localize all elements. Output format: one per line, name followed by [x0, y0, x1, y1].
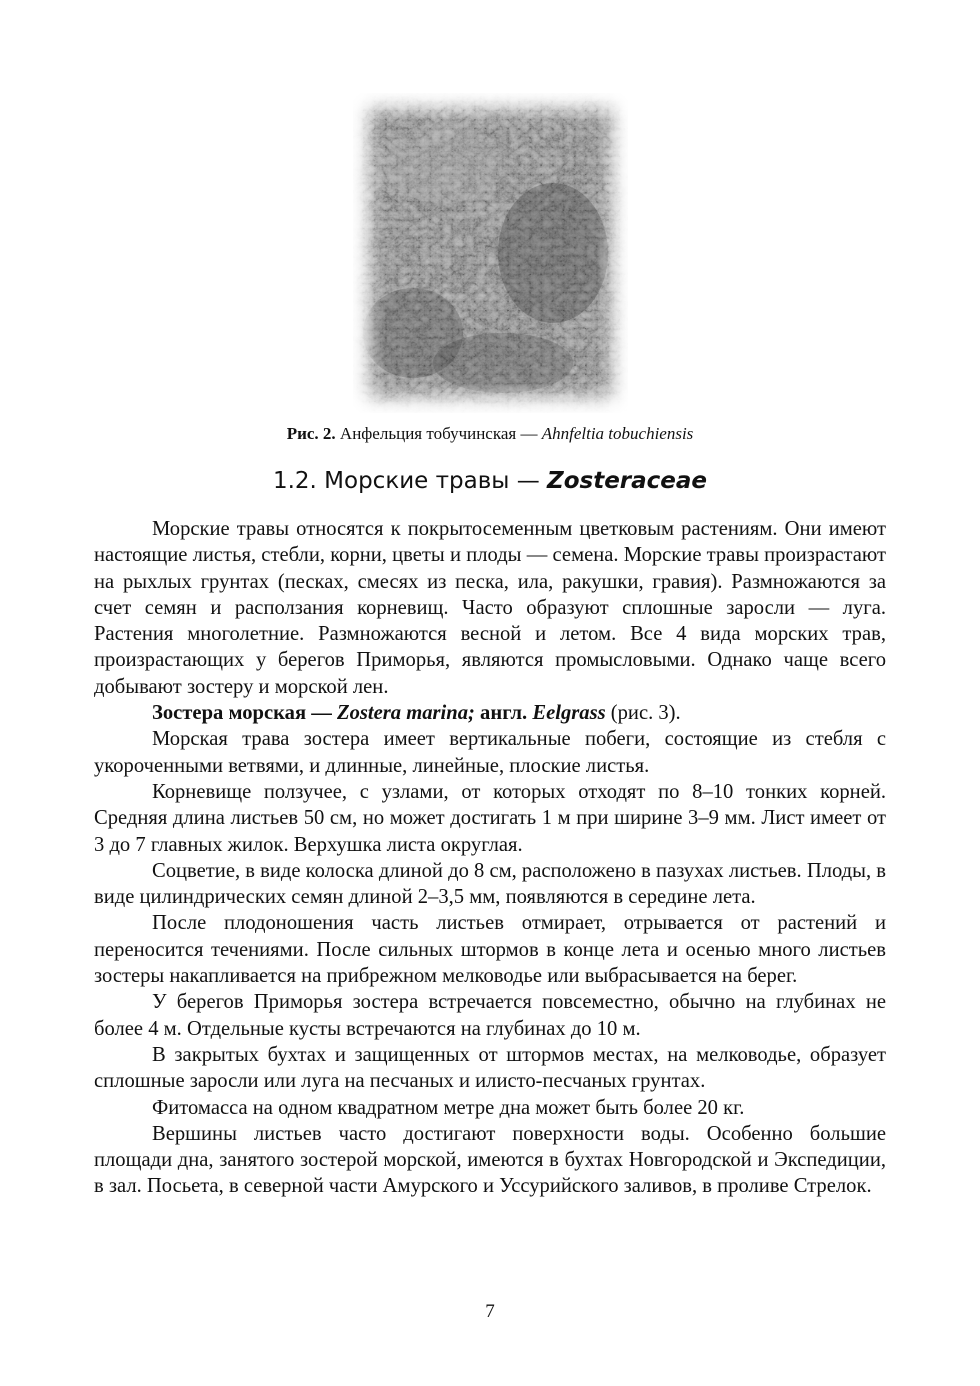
figure-caption-latin: Ahnfeltia tobuchiensis — [541, 424, 694, 443]
figure-reference: (рис. 3). — [610, 702, 681, 725]
english-abbrev: англ. — [480, 702, 528, 725]
paragraph-5: Соцветие, в виде колоска длиной до 8 см, расположено в пазухах листьев. Плоды, в виде цилиндрических семян длиной 2–3,5 мм, появляются в середине лета. — [94, 859, 887, 909]
paragraph-6: После плодоношения часть листьев отмирает, отрывается от растений и переносится течениями. После сильных штормов в конце лета и осенью много листьев зостеры накапливается на прибрежном мелководье или выбрасывается на берег. — [94, 912, 886, 988]
section-heading — [0, 464, 980, 498]
figure-photo-ahnfeltia — [353, 93, 628, 413]
section-heading-text: 1.2. Морские травы — — [272, 468, 540, 494]
page-number: 7 — [485, 1301, 495, 1322]
species-name-english: Eelgrass — [532, 702, 606, 725]
paragraph-9: Фитомасса на одном квадратном метре дна может быть более 20 кг. — [152, 1096, 745, 1119]
paragraph-1: Морские травы относятся к покрытосеменным цветковым растениям. Они имеют настоящие листья, стебли, корни, цветы и плоды — семена. Морские травы произрастают на рыхлых грунтах (песках, смесях из песка, ила, ракушки, гравия). Размножаются за счет семян и расползания корневищ. Часто образуют сплошные заросли — луга. Растения многолетние. Размножаются весной и летом. Все 4 вида морских трав, произрастающих у берегов Приморья, являются промысловыми. Однако чаще всего добывают зостеру и морской лен. — [94, 518, 886, 698]
species-name-latin: Zostera marina; — [337, 702, 475, 725]
body-text — [94, 516, 886, 1200]
figure-caption — [0, 423, 980, 445]
paragraph-7: У берегов Приморья зостера встречается повсеместно, обычно на глубинах не более 4 м. Отдельные кусты встречаются на глубинах до 10 м. — [94, 991, 886, 1040]
figure-label: Рис. 2. — [286, 424, 336, 443]
seaweed-photo-image — [353, 93, 628, 413]
paragraph-10: Вершины листьев часто достигают поверхности воды. Особенно большие площади дна, занятого зостерой морской, имеются в бухтах Новгородской и Экспедиции, в зал. Посьета, в северной части Амурского и Уссурийского заливов, в проливе Стрелок. — [94, 1122, 886, 1198]
paragraph-8: В закрытых бухтах и защищенных от штормов местах, на мелководье, образует сплошные заросли или луга на песчаных и илисто-песчаных грунтах. — [94, 1043, 886, 1093]
section-heading-latin: Zosteraceae — [547, 468, 708, 494]
paragraph-3: Морская трава зостера имеет вертикальные побеги, состоящие из стебля с укороченными ветвями, и длинные, линейные, плоские листья. — [94, 728, 886, 777]
figure-caption-text: Анфельция тобучинская — — [339, 424, 538, 443]
paragraph-4: Корневище ползучее, с узлами, от которых отходят по 8–10 тонких корней. Средняя длина листьев 50 см, но может достигать 1 м при ширине 3–9 мм. Лист имеет от 3 до 7 главных жилок. Верхушка листа округлая. — [94, 780, 886, 856]
species-name-ru: Зостера морская — — [152, 702, 332, 725]
paragraph-2 — [94, 700, 886, 726]
